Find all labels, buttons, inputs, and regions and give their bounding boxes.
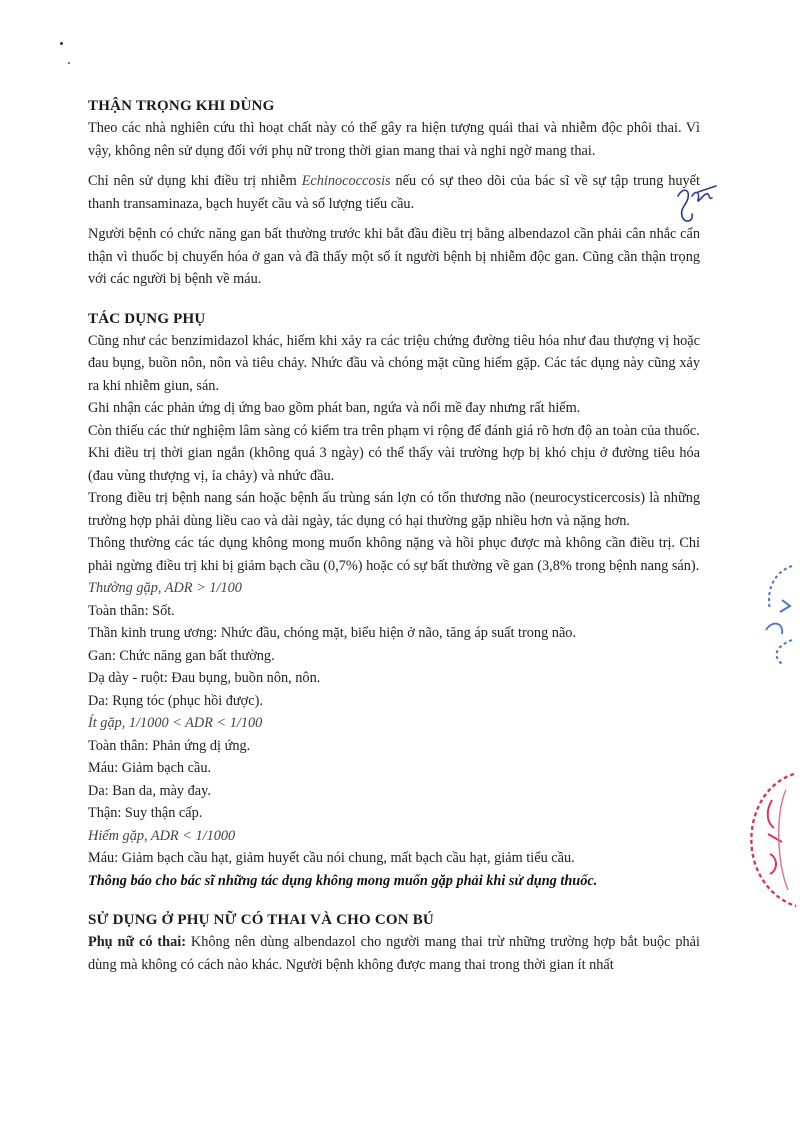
paragraph: Cũng như các benzimidazol khác, hiếm khi xảy ra các triệu chứng đường tiêu hóa như đau thượng vị hoặc đau bụng, buồn nôn, nôn và tiêu chảy. Nhức đầu và chóng mặt cũng hiếm gặp. Các tác dụng này cũng xảy ra khi nhiễm giun, sán. (88, 332, 700, 394)
section-heading-precautions: THẬN TRỌNG KHI DÙNG (88, 98, 275, 114)
section-heading-pregnancy: SỬ DỤNG Ở PHỤ NỮ CÓ THAI VÀ CHO CON BÚ (88, 912, 434, 928)
list-item: Thần kinh trung ương: Nhức đầu, chóng mặt, biểu hiện ở não, tăng áp suất trong não. (88, 625, 577, 641)
scan-speck (60, 42, 63, 45)
frequency-label-rare: Hiếm gặp, ADR < 1/1000 (88, 827, 236, 844)
paragraph: Còn thiếu các thử nghiệm lâm sàng có kiểm tra trên phạm vi rộng để đánh giá rõ hơn độ an toàn của thuốc. (88, 422, 700, 439)
red-stamp-edge-icon (742, 770, 800, 910)
text-span: nếu có sự theo dõi của bác sĩ về sự tập trung huyết thanh transaminaza, bạch huyết cầu và số lượng tiểu cầu. (88, 173, 701, 212)
italic-term: Echinococcosis (301, 173, 391, 189)
paragraph (88, 170, 700, 215)
paragraph: Trong điều trị bệnh nang sán hoặc bệnh ấu trùng sán lợn có tổn thương não (neurocysticercosis) là những trường hợp phải dùng liều cao và dài ngày, tác dụng có hại thường gặp nhiều hơn và nặng hơn. (88, 490, 700, 529)
list-item: Gan: Chức năng gan bất thường. (88, 647, 275, 664)
list-item: Dạ dày - ruột: Đau bụng, buồn nôn, nôn. (88, 670, 321, 686)
paragraph: Theo các nhà nghiên cứu thì hoạt chất này có thể gây ra hiện tượng quái thai và nhiễm độc phôi thai. Vì vậy, không nên sử dụng đối với phụ nữ trong thời gian mang thai và nghi ngờ mang thai. (88, 120, 700, 159)
paragraph: Thông thường các tác dụng không mong muốn không nặng và hồi phục được mà không cần điều trị. Chỉ phải ngừng điều trị khi bị giảm bạch cầu (0,7%) hoặc có sự bất thường về gan (3,8% trong bệnh nang sán). (88, 535, 700, 574)
list-item: Máu: Giảm bạch cầu hạt, giảm huyết cầu nói chung, mất bạch cầu hạt, giảm tiểu cầu. (88, 850, 575, 866)
list-item: Toàn thân: Sốt. (88, 602, 175, 619)
document-page (88, 98, 700, 976)
section-heading-side-effects: TÁC DỤNG PHỤ (88, 310, 206, 327)
list-item: Thận: Suy thận cấp. (88, 805, 203, 821)
paragraph: Ghi nhận các phản ứng dị ứng bao gồm phát ban, ngứa và nổi mề đay nhưng rất hiếm. (88, 400, 581, 416)
text-span: Chỉ nên sử dụng khi điều trị nhiễm (88, 173, 302, 189)
frequency-label-uncommon: Ít gặp, 1/1000 < ADR < 1/100 (88, 715, 263, 731)
list-item: Da: Rụng tóc (phục hồi được). (88, 692, 263, 709)
scan-speck (68, 62, 70, 64)
stamp-edge-icon (752, 560, 800, 670)
list-item: Máu: Giảm bạch cầu. (88, 760, 212, 776)
frequency-label-common: Thường gặp, ADR > 1/100 (88, 580, 242, 596)
notice-text: Thông báo cho bác sĩ những tác dụng không mong muốn gặp phải khi sử dụng thuốc. (88, 872, 598, 889)
list-item: Toàn thân: Phản ứng dị ứng. (88, 737, 251, 754)
list-item: Da: Ban da, mày đay. (88, 782, 211, 799)
paragraph: Khi điều trị thời gian ngắn (không quá 3 ngày) có thể thấy vài trường hợp bị khó chịu ở đường tiêu hóa (đau vùng thượng vị, ỉa chảy) và nhức đầu. (88, 445, 700, 484)
bold-term: Phụ nữ có thai: (88, 934, 186, 950)
signature-initial-icon (672, 178, 720, 230)
paragraph (88, 931, 700, 976)
paragraph: Người bệnh có chức năng gan bất thường trước khi bắt đầu điều trị bằng albendazol cần phải cân nhắc cẩn thận vì thuốc bị chuyển hóa ở gan và đã thấy một số ít người bệnh bị nhiễm độc gan. Cũng cần thận trọng với các người bị bệnh về máu. (88, 226, 700, 287)
text-span: Không nên dùng albendazol cho người mang thai trừ những trường hợp bắt buộc phải dùng mà không có cách nào khác. Người bệnh không được mang thai trong thời gian ít nhất (88, 934, 700, 973)
